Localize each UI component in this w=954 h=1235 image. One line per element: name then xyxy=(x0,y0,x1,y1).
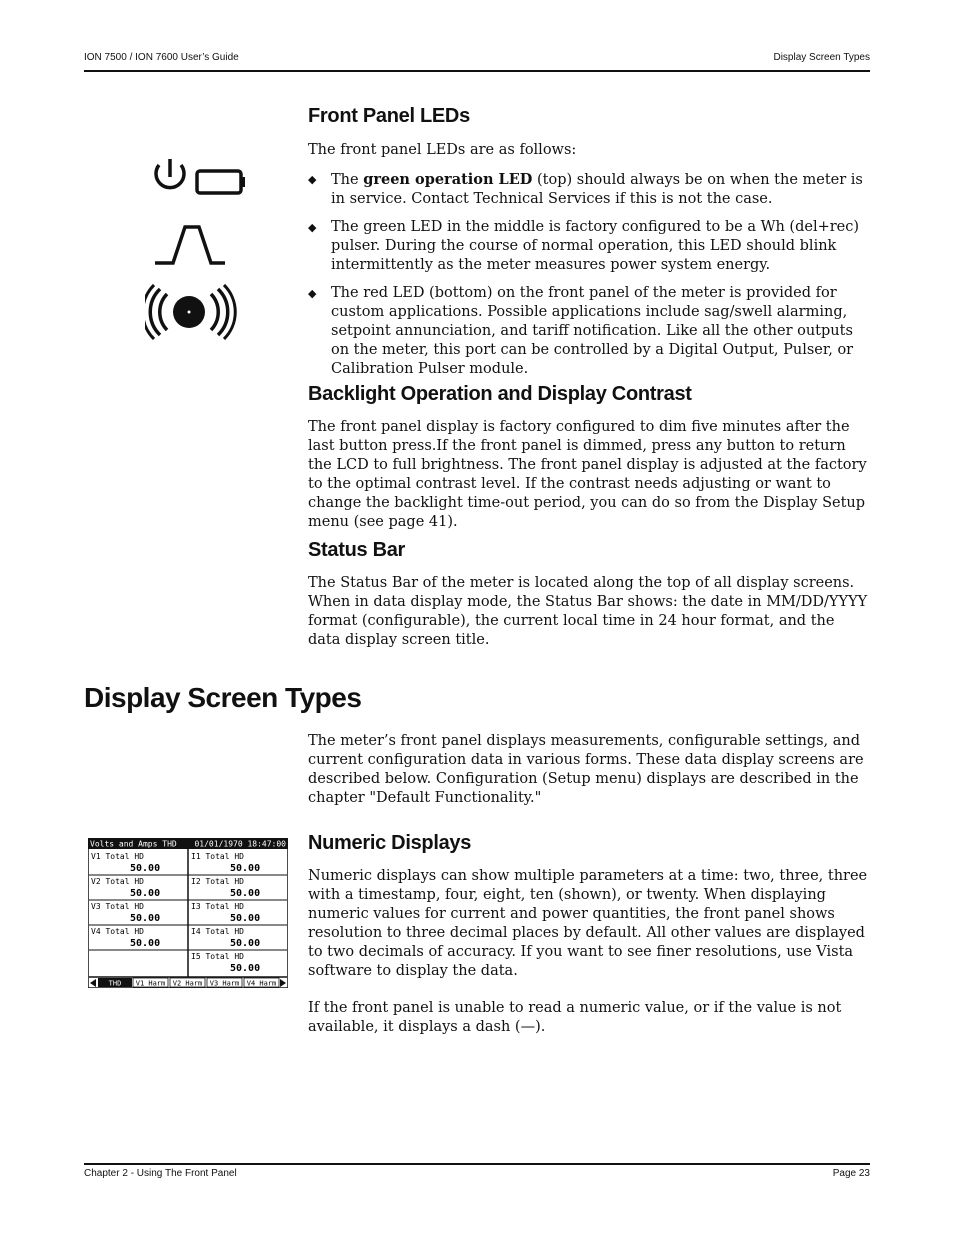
body-text: Numeric displays can show multiple parameters at a time: two, three, three with a timestamp, four, eight, ten (shown), or twenty. When displaying numeric values for current and power quantities, the front panel shows resolution to three decimal places by default. All other values are displayed to two decimals of accuracy. If you want to see finer resolutions, use Vista software to display the data. xyxy=(308,868,868,979)
intro-text: The front panel LEDs are as follows: xyxy=(308,142,577,158)
lcd-tab-bar xyxy=(90,978,286,988)
lcd-cell-label: V3 Total HD xyxy=(91,902,144,911)
lcd-cell-value: 50.00 xyxy=(130,888,161,899)
lcd-cell-label: I1 Total HD xyxy=(191,852,244,861)
led-icons xyxy=(145,155,255,344)
body-text: The meter’s front panel displays measurements, configurable settings, and current configuration data in various forms. These data display screens are described below. Configuration (Setup menu) displays are described in the chapter "Default Functionality." xyxy=(308,733,864,806)
display-screen-types-intro xyxy=(308,732,871,808)
footer-left: Chapter 2 - Using The Front Panel xyxy=(84,1168,237,1179)
front-panel-leds-section xyxy=(308,105,871,388)
pulse-icon xyxy=(155,227,225,263)
lcd-cell-label: I3 Total HD xyxy=(191,902,244,911)
body-text: The front panel display is factory configured to dim five minutes after the last button press.If the front panel is dimmed, press any button to return the LCD to full brightness. The front panel display is adjusted at the factory to the optimal contrast level. If the contrast needs adjusting or want to change the backlight time-out period, you can do so from the Display Setup menu (see page 41). xyxy=(308,419,867,530)
lcd-tab: V1 Harm xyxy=(135,979,166,988)
lcd-cell-value: 50.00 xyxy=(230,863,261,874)
lcd-cell-label: V2 Total HD xyxy=(91,877,144,886)
lcd-cell-value: 50.00 xyxy=(230,888,261,899)
lcd-datetime: 01/01/1970 18:47:00 xyxy=(194,839,286,849)
bullet-icon: ◆ xyxy=(308,287,317,300)
page-number: Page 23 xyxy=(832,1168,870,1179)
section-heading: Front Panel LEDs xyxy=(308,105,470,127)
lcd-cell-label: V4 Total HD xyxy=(91,927,144,936)
header-rule xyxy=(84,70,870,72)
body-text: If the front panel is unable to read a numeric value, or if the value is not available, it displays a dash (—). xyxy=(308,1000,842,1035)
lcd-cell-label: I2 Total HD xyxy=(191,877,244,886)
lcd-tab: V2 Harm xyxy=(172,979,203,988)
lcd-screenshot xyxy=(88,838,288,988)
section-heading: Numeric Displays xyxy=(308,832,472,854)
lcd-tab: V3 Harm xyxy=(209,979,240,988)
lcd-tab: V4 Harm xyxy=(246,979,277,988)
alarm-icon xyxy=(145,285,235,339)
section-heading: Backlight Operation and Display Contrast xyxy=(308,383,692,405)
section-heading: Status Bar xyxy=(308,539,406,561)
lcd-cell-value: 50.00 xyxy=(130,913,161,924)
lcd-cell-value: 50.00 xyxy=(230,963,261,974)
header-right: Display Screen Types xyxy=(773,52,870,63)
list-item: ◆ The green LED in the middle is factory configured to be a Wh (del+rec) pulser. During the course of normal operation, this LED should blink intermittently as the meter measures power system energy. xyxy=(308,219,860,273)
footer-rule xyxy=(84,1163,870,1165)
power-icon xyxy=(156,159,184,188)
lcd-cell-value: 50.00 xyxy=(130,863,161,874)
battery-icon xyxy=(197,171,245,193)
lcd-cell-label: I4 Total HD xyxy=(191,927,244,936)
lcd-title: Volts and Amps THD xyxy=(90,839,177,849)
bullet-icon: ◆ xyxy=(308,221,317,234)
list-item: ◆ The red LED (bottom) on the front panel of the meter is provided for custom applications. Possible applications include sag/swell alarming, setpoint annunciation, and tariff notification. Like all the other outputs on the meter, this port can be controlled by a Digital Output, Pulser, or Calibration Pulser module. xyxy=(308,285,854,377)
backlight-section xyxy=(308,383,871,532)
bullet-icon: ◆ xyxy=(308,173,317,186)
body-text: The Status Bar of the meter is located along the top of all display screens. When in data display mode, the Status Bar shows: the date in MM/DD/YYYY format (configurable), the current local time in 24 hour format, and the data display screen title. xyxy=(308,575,868,648)
header-left: ION 7500 / ION 7600 User’s Guide xyxy=(84,52,239,63)
numeric-displays-section xyxy=(308,832,871,1037)
lcd-cell-value: 50.00 xyxy=(230,913,261,924)
lcd-cell-value: 50.00 xyxy=(230,938,261,949)
chapter-heading: Display Screen Types xyxy=(84,682,362,713)
lcd-cell-label: I5 Total HD xyxy=(191,952,244,961)
lcd-tab: THD xyxy=(108,979,122,988)
lcd-cell-value: 50.00 xyxy=(130,938,161,949)
led-list xyxy=(308,170,871,379)
lcd-cell-label: V1 Total HD xyxy=(91,852,144,861)
list-item: ◆ The green operation LED (top) should always be on when the meter is in service. Contact Technical Services if this is not the case. xyxy=(308,171,863,207)
status-bar-section xyxy=(308,539,871,650)
